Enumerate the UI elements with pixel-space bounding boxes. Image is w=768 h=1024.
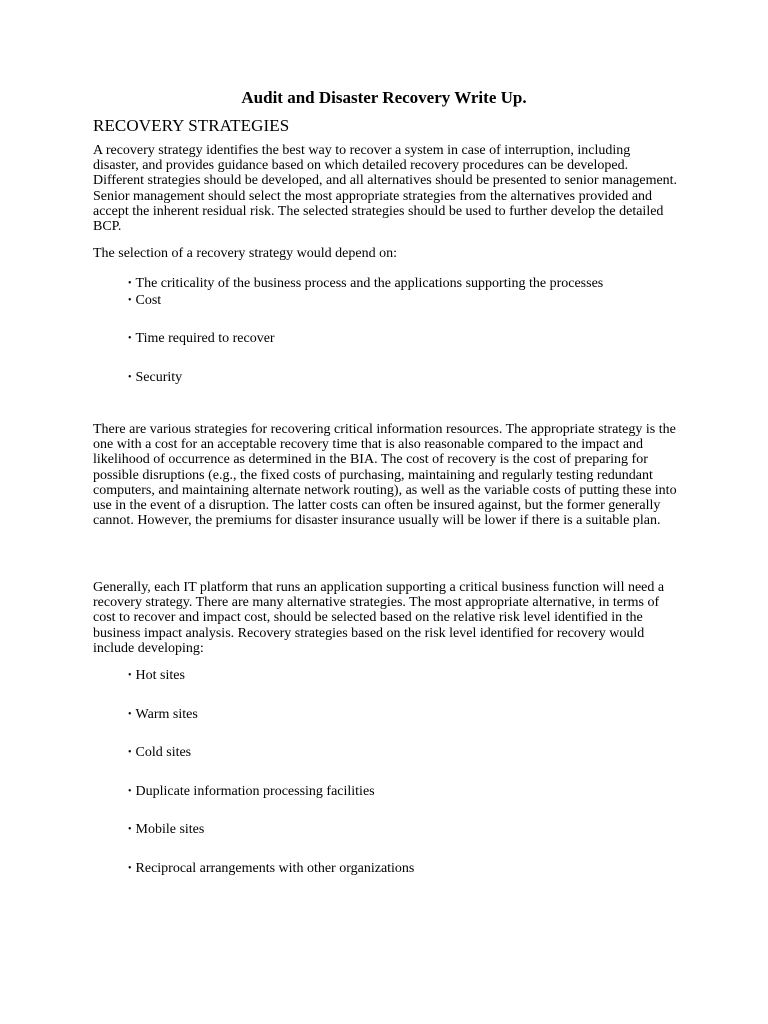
list-item-text: Security [135,370,183,385]
list-item-text: Hot sites [135,668,185,683]
bullet-icon: • [128,747,132,758]
list-item-text: Time required to recover [135,331,275,346]
list-item [128,745,191,761]
bullet-icon: • [128,670,132,681]
bullet-icon: • [128,333,132,344]
list-item-text: Warm sites [135,707,198,722]
list-item [128,276,603,292]
bullet-icon: • [128,278,132,289]
list-item [128,861,414,877]
list-item [128,707,198,723]
selection-intro: The selection of a recovery strategy would depend on: [93,246,398,261]
strategies-paragraph: There are various strategies for recovering critical information resources. The appropriate strategy is the one with a cost for an acceptable recovery time that is also reasonable compared to the impact and likelihood of occurrence as determined in the BIA. The cost of recovery is the cost of preparing for possible disruptions (e.g., the fixed costs of purchasing, maintaining and regularly testing redundant computers, and maintaining alternate network routing), as well as the variable costs of putting these into use in the event of a disruption. The latter costs can often be insured against, but the former generally cannot. However, the premiums for disaster insurance usually will be lower if there is a suitable plan. [93,422,677,529]
list-item [128,784,375,800]
bullet-icon: • [128,863,132,874]
bullet-icon: • [128,372,132,383]
list-item-text: Reciprocal arrangements with other organizations [135,861,415,876]
list-item [128,331,275,347]
list-item-text: Duplicate information processing facilities [135,784,375,799]
list-item-text: The criticality of the business process and the applications supporting the processes [135,276,604,291]
list-item-text: Cold sites [135,745,192,760]
bullet-icon: • [128,824,132,835]
section-heading: RECOVERY STRATEGIES [93,116,290,135]
platform-paragraph: Generally, each IT platform that runs an application supporting a critical business function will need a recovery strategy. There are many alternative strategies. The most appropriate alternative, in terms of cost to recover and impact cost, should be selected based on the relative risk level identified in the business impact analysis. Recovery strategies based on the risk level identified for recovery would include developing: [93,580,665,656]
document-title: Audit and Disaster Recovery Write Up. [241,88,527,107]
list-item [128,668,185,684]
bullet-icon: • [128,786,132,797]
bullet-icon: • [128,709,132,720]
bullet-icon: • [128,295,132,306]
list-item-text: Mobile sites [135,822,205,837]
list-item [128,293,161,309]
intro-paragraph: A recovery strategy identifies the best way to recover a system in case of interruption, including disaster, and provides guidance based on which detailed recovery procedures can be developed. Different strategies should be developed, and all alternatives should be presented to senior management. Senior management should select the most appropriate strategies from the alternatives provided and accept the inherent residual risk. The selected strategies should be used to further develop the detailed BCP. [93,143,678,235]
list-item [128,822,204,838]
list-item [128,370,182,386]
list-item-text: Cost [135,293,162,308]
